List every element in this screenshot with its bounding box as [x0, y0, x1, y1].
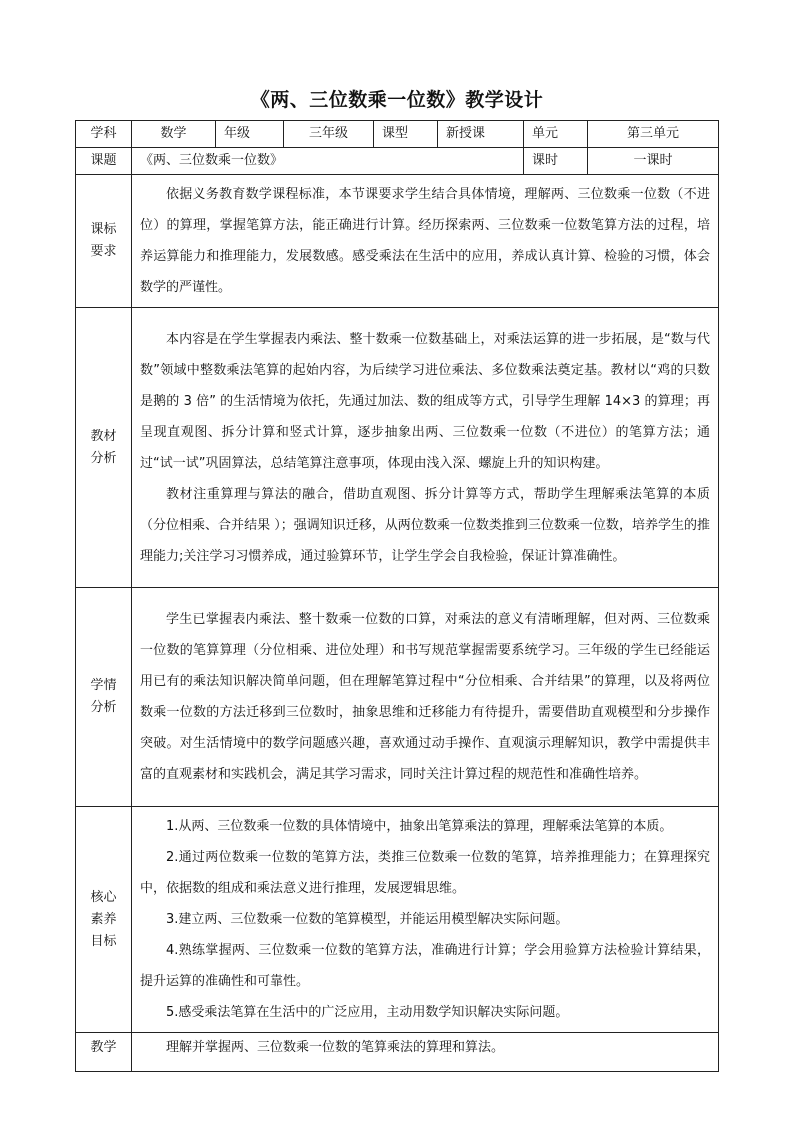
textbook-row — [76, 308, 719, 588]
grade-value: 三年级 — [284, 121, 374, 148]
key-point-text: 理解并掌握两、三位数乘一位数的笔算乘法的算理和算法。 — [166, 1040, 505, 1055]
unit-label: 单元 — [524, 121, 588, 148]
curriculum-paragraph: 依据义务教育数学课程标准，本节课要求学生结合具体情境，理解两、三位数乘一位数（不进位）的算理，掌握笔算方法，能正确进行计算。经历探索两、三位数乘一位数笔算方法的过程，培养运算能力和推理能力，发展数感。感受乘法在生活中的应用，养成认真计算、检验的习惯，体会数学的严谨性。 — [140, 187, 710, 295]
goal-item: 1.从两、三位数乘一位数的具体情境中，抽象出笔算乘法的算理，理解乘法笔算的本质。 — [166, 819, 673, 834]
goal-item: 3.建立两、三位数乘一位数的笔算模型，并能运用模型解决实际问题。 — [166, 912, 569, 927]
goal-item: 4.熟练掌握两、三位数乘一位数的笔算方法，准确进行计算；学会用验算方法检验计算结果，提升运算的准确性和可靠性。 — [140, 943, 710, 989]
topic-value: 《两、三位数乘一位数》 — [132, 148, 524, 175]
type-value: 新授课 — [438, 121, 524, 148]
goals-row — [76, 807, 719, 1033]
textbook-paragraph: 教材注重算理与算法的融合，借助直观图、拆分计算等方式，帮助学生理解乘法笔算的本质（分位相乘、合并结果 ）；强调知识迁移，从两位数乘一位数类推到三位数乘一位数，培养学生的推理能力;关注学习习惯养成，通过验算环节，让学生学会自我检验，保证计算准确性。 — [140, 486, 710, 564]
curriculum-label — [76, 175, 132, 308]
curriculum-label-text: 课标 要求 — [90, 222, 117, 259]
students-label-text: 学情 分析 — [90, 678, 117, 715]
topic-label: 课题 — [76, 148, 132, 175]
textbook-label — [76, 308, 132, 588]
students-row — [76, 588, 719, 807]
textbook-paragraph: 本内容是在学生掌握表内乘法、整十数乘一位数基础上，对乘法运算的进一步拓展，是“数与代数”领域中整数乘法笔算的起始内容，为后续学习进位乘法、多位数乘法奠定基。教材以“鸡的只数是鹅的 3 倍” 的生活情境为依托，先通过加法、数的组成等方式，引导学生理解 14×3 的算理；再呈现直观图、拆分计算和竖式计算，逐步抽象出两、三位数乘一位数（不进位）的笔算方法；通过“试一试”巩固算法，总结笔算注意事项，体现由浅入深、螺旋上升的知识构建。 — [140, 331, 710, 471]
goals-content — [132, 807, 719, 1033]
subject-value: 数学 — [132, 121, 216, 148]
lesson-plan-table — [75, 120, 719, 1072]
goal-item: 2.通过两位数乘一位数的笔算方法，类推三位数乘一位数的笔算，培养推理能力；在算理探究中，依据数的组成和乘法意义进行推理，发展逻辑思维。 — [140, 850, 710, 896]
key-point-row — [76, 1033, 719, 1072]
header-row — [76, 121, 719, 148]
curriculum-row — [76, 175, 719, 308]
curriculum-content — [132, 175, 719, 308]
students-label — [76, 588, 132, 807]
textbook-content — [132, 308, 719, 588]
key-point-label: 教学 — [76, 1033, 132, 1072]
page-title: 《两、三位数乘一位数》教学设计 — [250, 89, 544, 111]
students-content — [132, 588, 719, 807]
hours-value: 一课时 — [588, 148, 719, 175]
goals-label — [76, 807, 132, 1033]
type-label: 课型 — [374, 121, 438, 148]
grade-label: 年级 — [216, 121, 284, 148]
textbook-label-text: 教材 分析 — [90, 428, 117, 466]
hours-label: 课时 — [524, 148, 588, 175]
goals-label-text: 核心 素养 目标 — [90, 889, 117, 949]
topic-row — [76, 148, 719, 175]
goal-item: 5.感受乘法笔算在生活中的广泛应用，主动用数学知识解决实际问题。 — [166, 1005, 569, 1020]
key-point-content — [132, 1033, 719, 1072]
students-paragraph: 学生已掌握表内乘法、整十数乘一位数的口算，对乘法的意义有清晰理解，但对两、三位数乘一位数的笔算算理（分位相乘、进位处理）和书写规范掌握需要系统学习。三年级的学生已经能运用已有的乘法知识解决简单问题，但在理解笔算过程中“分位相乘、合并结果”的算理，以及将两位数乘一位数的方法迁移到三位数时，抽象思维和迁移能力有待提升，需要借助直观模型和分步操作突破。对生活情境中的数学问题感兴趣，喜欢通过动手操作、直观演示理解知识，教学中需提供丰富的直观素材和实践机会，满足其学习需求，同时关注计算过程的规范性和准确性培养。 — [140, 612, 710, 782]
subject-label: 学科 — [76, 121, 132, 148]
unit-value: 第三单元 — [588, 121, 719, 148]
